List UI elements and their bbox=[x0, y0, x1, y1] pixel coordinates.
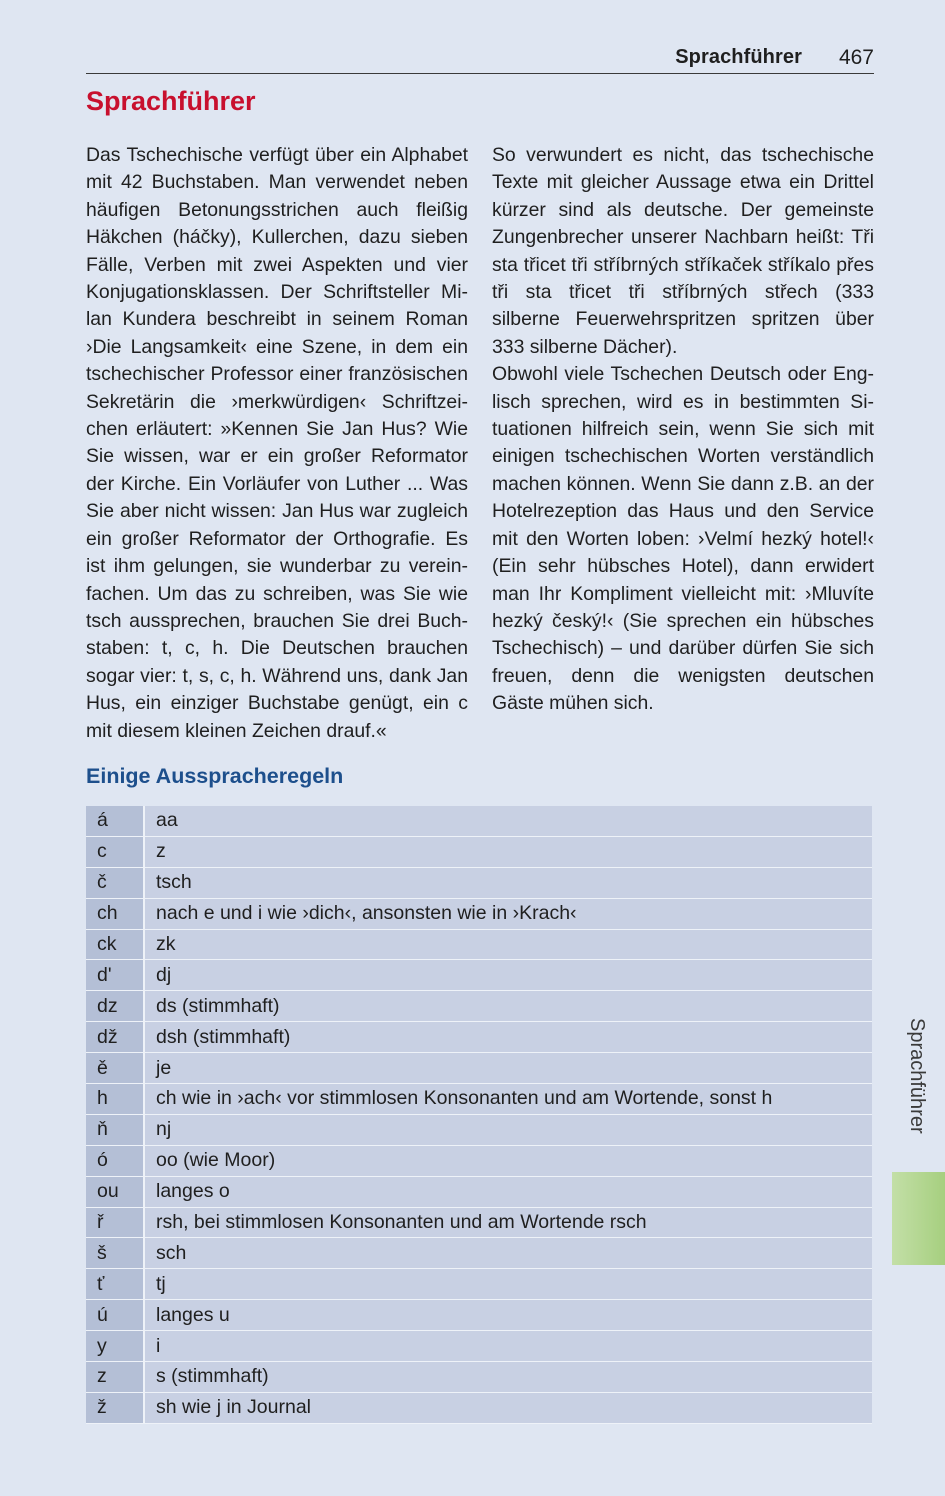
pronunciation-table bbox=[86, 806, 872, 1424]
rule-letter: č bbox=[86, 867, 144, 898]
rule-sound: tj bbox=[144, 1269, 872, 1300]
table-row bbox=[86, 1022, 872, 1053]
rule-sound: tsch bbox=[144, 867, 872, 898]
rule-letter: ou bbox=[86, 1176, 144, 1207]
rule-letter: ž bbox=[86, 1392, 144, 1423]
table-row bbox=[86, 867, 872, 898]
page-title: Sprachführer bbox=[86, 86, 256, 116]
section-heading: Einige Ausspracheregeln bbox=[86, 764, 344, 788]
rule-letter: h bbox=[86, 1084, 144, 1115]
rule-sound: ch wie in ›ach‹ vor stimmlosen Konsonanten und am Wortende, sonst h bbox=[144, 1084, 872, 1115]
table-row bbox=[86, 806, 872, 836]
running-header bbox=[86, 44, 874, 74]
rule-letter: dz bbox=[86, 991, 144, 1022]
table-row bbox=[86, 1114, 872, 1145]
table-row bbox=[86, 1392, 872, 1423]
text-column-right bbox=[492, 142, 874, 745]
rule-sound: ds (stimmhaft) bbox=[144, 991, 872, 1022]
rule-sound: nj bbox=[144, 1114, 872, 1145]
paragraph: So verwundert es nicht, das tschechische Texte mit gleicher Aussage etwa ein Drittel kürzer sind als deutsche. Der gemeinste Zungenbrecher unserer Nachbarn heißt: Tři sta třicet tři stříbrných stříkaček stříkalo přes tři sta třicet tři stříbrných střech (333 silberne Feuerwehrspritzen spritzen über 333 silberne Dächer). bbox=[492, 144, 874, 358]
table-row bbox=[86, 1331, 872, 1362]
rule-sound: je bbox=[144, 1053, 872, 1084]
rule-letter: ck bbox=[86, 929, 144, 960]
rule-letter: ř bbox=[86, 1207, 144, 1238]
header-section-title: Sprachführer bbox=[675, 46, 802, 68]
rule-letter: c bbox=[86, 836, 144, 867]
table-row bbox=[86, 929, 872, 960]
rule-sound: i bbox=[144, 1331, 872, 1362]
table-row bbox=[86, 1207, 872, 1238]
rule-sound: aa bbox=[144, 806, 872, 836]
rule-sound: oo (wie Moor) bbox=[144, 1145, 872, 1176]
table-row bbox=[86, 1084, 872, 1115]
table-row bbox=[86, 1269, 872, 1300]
rule-sound: langes o bbox=[144, 1176, 872, 1207]
rule-letter: y bbox=[86, 1331, 144, 1362]
rule-sound: dsh (stimmhaft) bbox=[144, 1022, 872, 1053]
rule-letter: ť bbox=[86, 1269, 144, 1300]
rule-sound: zk bbox=[144, 929, 872, 960]
rule-letter: z bbox=[86, 1362, 144, 1393]
rule-sound: z bbox=[144, 836, 872, 867]
table-row bbox=[86, 1176, 872, 1207]
table-row bbox=[86, 1145, 872, 1176]
table-row bbox=[86, 991, 872, 1022]
thumb-tab-label: Sprachführer bbox=[906, 1018, 928, 1134]
table-row bbox=[86, 1053, 872, 1084]
table-row bbox=[86, 836, 872, 867]
rule-letter: ě bbox=[86, 1053, 144, 1084]
paragraph: Das Tschechische verfügt über ein Alphabet mit 42 Buchstaben. Man verwendet neben häufigen Betonungsstrichen auch fleißig Häkchen (háčky), Kullerchen, dazu sieben Fälle, Verben mit zwei Aspekten und vier Konjugationsklassen. Der Schriftsteller Milan Kundera beschreibt in seinem Roman ›Die Langsamkeit‹ eine Szene, in dem ein tschechischer Professor einer französischen Sekretärin die ›merkwürdigen‹ Schriftzeichen erläutert: »Kennen Sie Jan Hus? Wie Sie wissen, war er ein großer Reformator der Kirche. Ein Vorläufer von Luther ... Was Sie aber nicht wissen: Jan Hus war zugleich ein großer Reformator der Orthografie. Es ist ihm gelungen, sie wunderbar zu vereinfachen. Um das zu schreiben, was Sie wie tsch aussprechen, brauchen Sie drei Buchstaben: t, c, h. Die Deutschen brauchen sogar vier: t, s, c, h. Während uns, dank Jan Hus, ein einziger Buchstabe genügt, ein c mit diesem kleinen Zeichen drauf.« bbox=[86, 144, 468, 742]
rule-sound: rsh, bei stimmlosen Konsonanten und am Wortende rsch bbox=[144, 1207, 872, 1238]
table-row bbox=[86, 1238, 872, 1269]
body-text bbox=[86, 142, 874, 745]
rule-letter: š bbox=[86, 1238, 144, 1269]
rule-letter: ch bbox=[86, 898, 144, 929]
rule-sound: nach e und i wie ›dich‹, ansonsten wie in ›Krach‹ bbox=[144, 898, 872, 929]
rule-letter: á bbox=[86, 806, 144, 836]
table-row bbox=[86, 1300, 872, 1331]
table-row bbox=[86, 960, 872, 991]
rule-sound: dj bbox=[144, 960, 872, 991]
rule-letter: dž bbox=[86, 1022, 144, 1053]
paragraph: Obwohl viele Tschechen Deutsch oder Englisch sprechen, wird es in bestimmten Situationen hilfreich sein, wenn Sie sich mit einigen tschechischen Worten verständlich machen können. Wenn Sie dann z.B. an der Hotelrezeption das Haus und den Service mit den Worten loben: ›Velmí hezký hotel!‹ (Ein sehr hübsches Hotel), dann erwidert man Ihr Kompliment vielleicht mit: ›Mluvíte hezký český!‹ (Sie sprechen ein hübsches Tschechisch) – und darüber dürfen Sie sich freuen, denn die wenigsten deutschen Gäste mühen sich. bbox=[492, 363, 874, 715]
rule-letter: ó bbox=[86, 1145, 144, 1176]
rule-sound: s (stimmhaft) bbox=[144, 1362, 872, 1393]
text-column-left bbox=[86, 142, 468, 745]
rule-letter: ú bbox=[86, 1300, 144, 1331]
rule-letter: d' bbox=[86, 960, 144, 991]
rule-sound: langes u bbox=[144, 1300, 872, 1331]
rule-sound: sh wie j in Journal bbox=[144, 1392, 872, 1423]
rule-letter: ň bbox=[86, 1114, 144, 1145]
thumb-tab-marker bbox=[892, 1172, 945, 1265]
rule-sound: sch bbox=[144, 1238, 872, 1269]
table-row bbox=[86, 898, 872, 929]
table-row bbox=[86, 1362, 872, 1393]
page-number: 467 bbox=[838, 46, 874, 69]
